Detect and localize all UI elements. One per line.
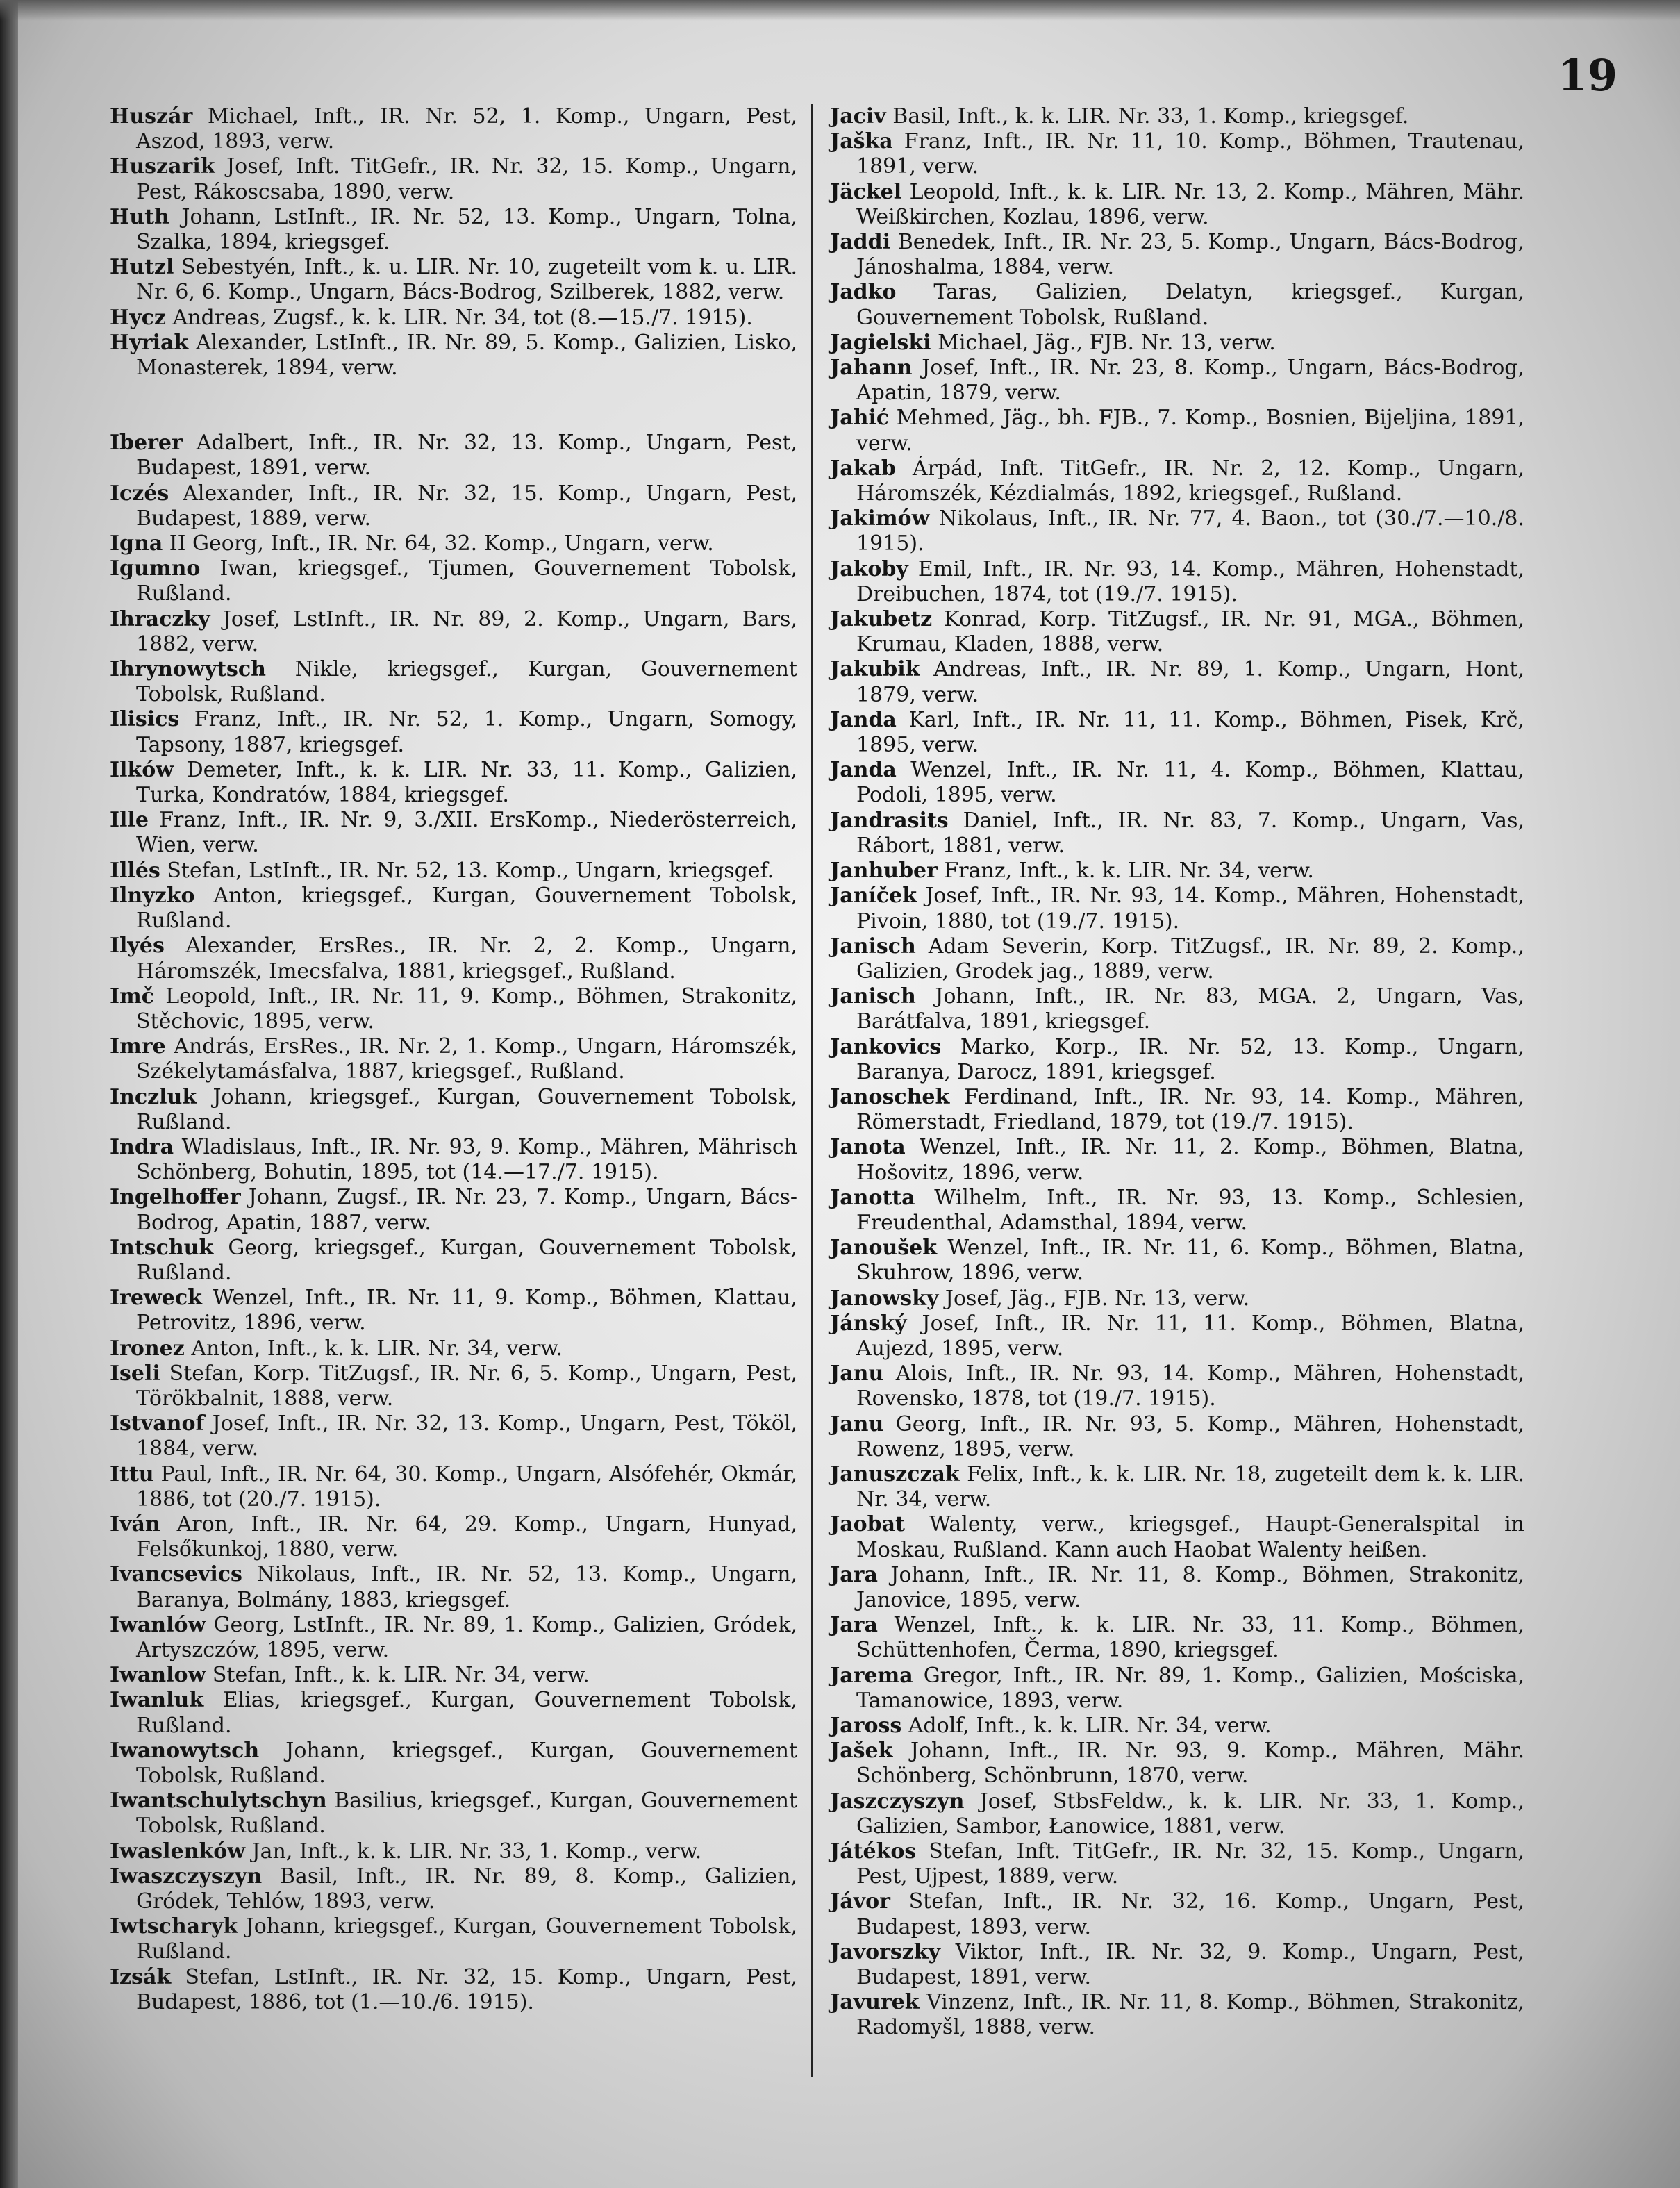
entry-surname: Janíček <box>830 884 917 909</box>
register-entry <box>110 607 797 657</box>
entry-surname: Jaciv <box>830 104 886 129</box>
entry-details: Nikolaus, Inft., IR. Nr. 52, 13. Komp., Ungarn, Baranya, Bolmány, 1883, kriegsgef. <box>136 1562 797 1612</box>
entry-surname: Jakubetz <box>830 607 933 632</box>
entry-details: Andreas, Zugsf., k. k. LIR. Nr. 34, tot (8.—15./7. 1915). <box>166 305 753 330</box>
register-entry <box>110 1085 797 1135</box>
entry-surname: Iwanlów <box>110 1612 206 1637</box>
register-entry <box>110 1739 797 1789</box>
page-number: 19 <box>1557 50 1617 101</box>
register-entry <box>110 1663 797 1688</box>
entry-surname: Ireweck <box>110 1286 202 1311</box>
register-entry <box>110 657 797 707</box>
entry-surname: Jávor <box>830 1889 890 1914</box>
entry-surname: Igumno <box>110 556 201 581</box>
register-entry <box>110 556 797 606</box>
entry-surname: Jankovics <box>830 1034 942 1059</box>
entry-surname: Imč <box>110 984 155 1009</box>
entry-details: Viktor, Inft., IR. Nr. 32, 9. Komp., Ungarn, Pest, Budapest, 1891, verw. <box>856 1939 1524 1990</box>
entry-details: Aron, Inft., IR. Nr. 64, 29. Komp., Ungarn, Hunyad, Felsőkunkoj, 1880, verw. <box>136 1511 797 1562</box>
entry-surname: Jahić <box>830 406 890 431</box>
register-entry <box>110 1789 797 1839</box>
scan-top-shadow <box>0 0 1680 21</box>
entry-details: Wenzel, Inft., k. k. LIR. Nr. 33, 11. Komp., Böhmen, Schüttenhofen, Čerma, 1890, kriegsgef. <box>856 1613 1524 1663</box>
entry-details: Josef, StbsFeldw., k. k. LIR. Nr. 33, 1. Komp., Galizien, Sambor, Łanowice, 1881, verw. <box>856 1789 1524 1839</box>
entry-surname: Jäckel <box>830 179 902 204</box>
register-entry <box>830 1311 1524 1361</box>
entry-surname: Jara <box>830 1613 878 1638</box>
register-entry <box>110 255 797 305</box>
register-entry <box>110 1688 797 1738</box>
entry-surname: Igna <box>110 531 163 556</box>
entry-details: Michael, Inft., IR. Nr. 52, 1. Komp., Ungarn, Pest, Aszod, 1893, verw. <box>136 104 797 154</box>
entry-surname: Ironez <box>110 1336 185 1361</box>
entry-details: Georg, Inft., IR. Nr. 93, 5. Komp., Mähren, Hohenstadt, Rowenz, 1895, verw. <box>856 1411 1524 1461</box>
entry-surname: Jaobat <box>830 1512 905 1537</box>
entry-details: Adalbert, Inft., IR. Nr. 32, 13. Komp., Ungarn, Pest, Budapest, 1891, verw. <box>136 431 797 481</box>
entry-details: Andreas, Inft., IR. Nr. 89, 1. Komp., Ungarn, Hont, 1879, verw. <box>856 657 1524 707</box>
entry-surname: Intschuk <box>110 1235 214 1260</box>
register-entry <box>830 1714 1524 1739</box>
register-entry <box>110 1562 797 1612</box>
entry-details: Josef, Inft., IR. Nr. 32, 13. Komp., Ungarn, Pest, Tököl, 1884, verw. <box>136 1411 797 1461</box>
entry-surname: Jánský <box>830 1311 907 1336</box>
entry-surname: Janu <box>830 1411 884 1436</box>
entry-surname: Iberer <box>110 431 183 456</box>
entry-details: Wenzel, Inft., IR. Nr. 11, 2. Komp., Böhmen, Blatna, Hošovitz, 1896, verw. <box>856 1135 1524 1185</box>
register-entry <box>830 1839 1524 1889</box>
register-entry <box>830 1563 1524 1613</box>
entry-surname: Janoušek <box>830 1236 938 1261</box>
entry-details: Stefan, Inft., k. k. LIR. Nr. 34, verw. <box>206 1663 590 1688</box>
entry-surname: Hutzl <box>110 255 174 280</box>
register-entry <box>110 1914 797 1964</box>
register-entry <box>110 1512 797 1562</box>
entry-details: Stefan, LstInft., IR. Nr. 52, 13. Komp., Ungarn, kriegsgef. <box>160 858 774 883</box>
entry-details: Franz, Inft., IR. Nr. 11, 10. Komp., Böhmen, Trautenau, 1891, verw. <box>856 129 1524 179</box>
entry-surname: Janda <box>830 707 897 732</box>
entry-details: Alexander, LstInft., IR. Nr. 89, 5. Komp., Galizien, Lisko, Monasterek, 1894, verw. <box>136 330 797 381</box>
entry-details: Walenty, verw., kriegsgef., Haupt-Generalspital in Moskau, Rußland. Kann auch Haobat Walenty heißen. <box>856 1512 1524 1562</box>
entry-details: Karl, Inft., IR. Nr. 11, 11. Komp., Böhmen, Pisek, Krč, 1895, verw. <box>856 707 1524 758</box>
entry-details: Demeter, Inft., k. k. LIR. Nr. 33, 11. Komp., Galizien, Turka, Kondratów, 1884, kriegsgef. <box>136 757 797 808</box>
register-entry <box>830 1085 1524 1135</box>
register-entry <box>830 1135 1524 1185</box>
entry-surname: Janhuber <box>830 859 938 884</box>
entry-surname: Jara <box>830 1562 878 1587</box>
entry-surname: Iwantschulytschyn <box>110 1789 327 1814</box>
register-entry <box>110 1864 797 1914</box>
entry-details: Adolf, Inft., k. k. LIR. Nr. 34, verw. <box>901 1714 1272 1738</box>
register-entry <box>830 1613 1524 1663</box>
entry-surname: Játékos <box>830 1839 917 1864</box>
register-entry <box>830 230 1524 280</box>
register-entry <box>110 431 797 481</box>
entry-details: Wenzel, Inft., IR. Nr. 11, 9. Komp., Böhmen, Klattau, Petrovitz, 1896, verw. <box>136 1286 797 1336</box>
left-column <box>110 104 797 2015</box>
entry-details: Johann, Inft., IR. Nr. 93, 9. Komp., Mähren, Mähr. Schönberg, Schönbrunn, 1870, verw. <box>856 1739 1524 1789</box>
entry-surname: Ittu <box>110 1461 154 1486</box>
entry-details: Johann, LstInft., IR. Nr. 52, 13. Komp., Ungarn, Tolna, Szalka, 1894, kriegsgef. <box>136 204 797 255</box>
entry-details: Alexander, ErsRes., IR. Nr. 2, 2. Komp., Ungarn, Háromszék, Imecsfalva, 1881, kriegsgef., Rußland. <box>136 934 797 984</box>
register-entry <box>830 331 1524 356</box>
entry-details: Franz, Inft., k. k. LIR. Nr. 34, verw. <box>937 859 1314 884</box>
entry-surname: Jagielski <box>830 330 931 355</box>
entry-surname: Jarema <box>830 1663 913 1688</box>
entry-surname: Jakoby <box>830 556 908 581</box>
entry-surname: Huth <box>110 204 169 229</box>
entry-details: Emil, Inft., IR. Nr. 93, 14. Komp., Mähren, Hohenstadt, Dreibuchen, 1874, tot (19./7. 1915). <box>856 556 1524 606</box>
register-entry <box>830 557 1524 607</box>
entry-details: Iwan, kriegsgef., Tjumen, Gouvernement Tobolsk, Rußland. <box>136 556 797 606</box>
register-entry <box>830 1462 1524 1512</box>
register-entry <box>110 1361 797 1411</box>
register-entry <box>110 1185 797 1235</box>
entry-details: Marko, Korp., IR. Nr. 52, 13. Komp., Ungarn, Baranya, Darocz, 1891, kriegsgef. <box>856 1034 1524 1084</box>
entry-details: Alexander, Inft., IR. Nr. 32, 15. Komp., Ungarn, Pest, Budapest, 1889, verw. <box>136 481 797 531</box>
entry-surname: Jaddi <box>830 230 890 255</box>
register-entry <box>110 1839 797 1864</box>
register-entry <box>830 1889 1524 1939</box>
entry-surname: Janotta <box>830 1185 915 1210</box>
entry-details: Josef, LstInft., IR. Nr. 89, 2. Komp., Ungarn, Bars, 1882, verw. <box>136 606 797 656</box>
register-entry <box>830 859 1524 884</box>
entry-surname: Iwanluk <box>110 1688 204 1713</box>
entry-details: Josef, Inft., IR. Nr. 93, 14. Komp., Mähren, Hohenstadt, Pivoin, 1880, tot (19./7. 1915). <box>856 884 1524 934</box>
entry-surname: Iczés <box>110 481 169 506</box>
register-entry <box>830 1664 1524 1714</box>
entry-details: Wenzel, Inft., IR. Nr. 11, 4. Komp., Böhmen, Klattau, Podoli, 1895, verw. <box>856 758 1524 808</box>
entry-details: Leopold, Inft., IR. Nr. 11, 9. Komp., Böhmen, Strakonitz, Stěchovic, 1895, verw. <box>136 984 797 1034</box>
register-entry <box>110 1034 797 1084</box>
entry-details: Taras, Galizien, Delatyn, kriegsgef., Kurgan, Gouvernement Tobolsk, Rußland. <box>856 280 1524 330</box>
entry-surname: Janota <box>830 1135 906 1160</box>
register-entry <box>110 1236 797 1286</box>
register-entry <box>110 934 797 984</box>
entry-details: Alois, Inft., IR. Nr. 93, 14. Komp., Mähren, Hohenstadt, Rovensko, 1878, tot (19./7. 1915). <box>856 1361 1524 1411</box>
entry-surname: Iwanlow <box>110 1663 206 1688</box>
entry-details: Georg, LstInft., IR. Nr. 89, 1. Komp., Galizien, Gródek, Artyszczów, 1895, verw. <box>136 1612 797 1662</box>
register-entry <box>830 104 1524 129</box>
entry-details: Georg, kriegsgef., Kurgan, Gouvernement Tobolsk, Rußland. <box>136 1235 797 1285</box>
entry-details: Wilhelm, Inft., IR. Nr. 93, 13. Komp., Schlesien, Freudenthal, Adamsthal, 1894, verw. <box>856 1185 1524 1235</box>
register-entry <box>830 1940 1524 1990</box>
entry-details: Stefan, LstInft., IR. Nr. 32, 15. Komp., Ungarn, Pest, Budapest, 1886, tot (1.—10./6. 1915). <box>136 1964 797 2014</box>
entry-details: Johann, kriegsgef., Kurgan, Gouvernement Tobolsk, Rußland. <box>136 1738 797 1788</box>
entry-details: Stefan, Inft. TitGefr., IR. Nr. 32, 15. Komp., Ungarn, Pest, Ujpest, 1889, verw. <box>856 1839 1524 1889</box>
register-entry <box>110 104 797 154</box>
register-entry <box>110 808 797 858</box>
register-entry <box>830 406 1524 456</box>
entry-details: Nikle, kriegsgef., Kurgan, Gouvernement Tobolsk, Rußland. <box>136 657 797 707</box>
register-entry <box>110 758 797 808</box>
entry-details: Basilius, kriegsgef., Kurgan, Gouvernement Tobolsk, Rußland. <box>136 1789 797 1839</box>
register-entry <box>830 758 1524 808</box>
entry-surname: Jakimów <box>830 506 930 531</box>
register-entry <box>110 306 797 331</box>
entry-details: Mehmed, Jäg., bh. FJB., 7. Komp., Bosnien, Bijeljina, 1891, verw. <box>856 406 1524 456</box>
entry-details: Jan, Inft., k. k. LIR. Nr. 33, 1. Komp., verw. <box>245 1839 702 1864</box>
entry-surname: Ilnyzko <box>110 883 195 908</box>
entry-surname: Ilków <box>110 757 174 782</box>
entry-details: Franz, Inft., IR. Nr. 9, 3./XII. ErsKomp., Niederösterreich, Wien, verw. <box>136 808 797 858</box>
register-entry <box>830 356 1524 406</box>
right-column <box>830 104 1524 2041</box>
register-entry <box>830 1286 1524 1311</box>
entry-surname: Izsák <box>110 1964 172 1989</box>
register-entry <box>830 1412 1524 1462</box>
entry-details: Franz, Inft., IR. Nr. 52, 1. Komp., Ungarn, Somogy, Tapsony, 1887, kriegsgef. <box>136 707 797 757</box>
entry-details: András, ErsRes., IR. Nr. 2, 1. Komp., Ungarn, Háromszék, Székelytamásfalva, 1887, kriegsgef., Rußland. <box>136 1034 797 1084</box>
register-entry <box>110 1411 797 1461</box>
entry-surname: Janisch <box>830 934 916 959</box>
entry-details: Leopold, Inft., k. k. LIR. Nr. 13, 2. Komp., Mähren, Mähr. Weißkirchen, Kozlau, 1896, verw. <box>856 179 1524 229</box>
register-entry <box>830 984 1524 1034</box>
entry-surname: Huszarik <box>110 154 215 179</box>
entry-surname: Iván <box>110 1511 160 1536</box>
entry-details: Ferdinand, Inft., IR. Nr. 93, 14. Komp., Mähren, Römerstadt, Friedland, 1879, tot (19./7. 1915). <box>856 1084 1524 1135</box>
register-entry <box>830 280 1524 330</box>
entry-details: Paul, Inft., IR. Nr. 64, 30. Komp., Ungarn, Alsófehér, Okmár, 1886, tot (20./7. 1915). <box>136 1461 797 1511</box>
entry-details: Daniel, Inft., IR. Nr. 83, 7. Komp., Ungarn, Vas, Rábort, 1881, verw. <box>856 808 1524 858</box>
register-entry <box>110 205 797 255</box>
register-entry <box>830 809 1524 859</box>
entry-surname: Jaška <box>830 129 893 154</box>
entry-surname: Hyriak <box>110 330 189 355</box>
entry-surname: Jadko <box>830 280 897 305</box>
entry-details: Stefan, Inft., IR. Nr. 32, 16. Komp., Ungarn, Pest, Budapest, 1893, verw. <box>856 1889 1524 1939</box>
entry-surname: Iwaszczyszyn <box>110 1864 263 1889</box>
entry-details: Stefan, Korp. TitZugsf., IR. Nr. 6, 5. Komp., Ungarn, Pest, Törökbalnit, 1888, verw. <box>136 1361 797 1411</box>
register-entry <box>830 1789 1524 1839</box>
entry-surname: Ilyés <box>110 934 165 959</box>
register-entry <box>110 884 797 934</box>
register-entry <box>830 607 1524 657</box>
entry-surname: Istvanof <box>110 1411 205 1436</box>
entry-surname: Iwaslenków <box>110 1839 246 1864</box>
register-entry <box>110 1965 797 2015</box>
entry-details: Johann, kriegsgef., Kurgan, Gouvernement Tobolsk, Rußland. <box>136 1084 797 1134</box>
entry-surname: Janoschek <box>830 1084 950 1109</box>
entry-surname: Javurek <box>830 1990 920 2015</box>
register-entry <box>110 331 797 381</box>
entry-surname: Ingelhoffer <box>110 1185 241 1210</box>
register-entry <box>110 1613 797 1663</box>
register-entry <box>110 1336 797 1361</box>
entry-details: Vinzenz, Inft., IR. Nr. 11, 8. Komp., Böhmen, Strakonitz, Radomyšl, 1888, verw. <box>856 1990 1524 2040</box>
register-entry <box>830 1035 1524 1085</box>
register-entry <box>830 657 1524 707</box>
entry-details: Johann, Inft., IR. Nr. 11, 8. Komp., Böhmen, Strakonitz, Janovice, 1895, verw. <box>856 1562 1524 1612</box>
entry-surname: Indra <box>110 1134 174 1159</box>
register-entry <box>830 180 1524 230</box>
register-entry <box>830 456 1524 506</box>
entry-surname: Jašek <box>830 1739 893 1764</box>
entry-details: Adam Severin, Korp. TitZugsf., IR. Nr. 89, 2. Komp., Galizien, Grodek jag., 1889, verw. <box>856 934 1524 984</box>
register-entry <box>110 1462 797 1512</box>
entry-surname: Janu <box>830 1361 884 1386</box>
entry-details: Johann, kriegsgef., Kurgan, Gouvernement Tobolsk, Rußland. <box>136 1914 797 1964</box>
register-entry <box>110 984 797 1034</box>
entry-surname: Januszczak <box>830 1461 960 1486</box>
entry-details: Anton, kriegsgef., Kurgan, Gouvernement Tobolsk, Rußland. <box>136 883 797 934</box>
register-entry <box>830 934 1524 984</box>
register-entry <box>110 859 797 884</box>
register-entry <box>830 1186 1524 1236</box>
entry-details: Johann, Zugsf., IR. Nr. 23, 7. Komp., Ungarn, Bács-Bodrog, Apatin, 1887, verw. <box>136 1185 797 1235</box>
entry-details: Wladislaus, Inft., IR. Nr. 93, 9. Komp., Mähren, Mährisch Schönberg, Bohutin, 1895, tot (14.—17./7. 1915). <box>136 1134 797 1185</box>
entry-surname: Inczluk <box>110 1084 197 1109</box>
register-entry <box>830 1990 1524 2040</box>
entry-details: Wenzel, Inft., IR. Nr. 11, 6. Komp., Böhmen, Blatna, Skuhrow, 1896, verw. <box>856 1236 1524 1286</box>
register-entry <box>830 506 1524 556</box>
entry-surname: Jaross <box>830 1714 902 1738</box>
entry-surname: Iseli <box>110 1361 160 1386</box>
entry-details: Josef, Inft., IR. Nr. 11, 11. Komp., Böhmen, Blatna, Aujezd, 1895, verw. <box>856 1311 1524 1361</box>
entry-surname: Illés <box>110 858 160 883</box>
register-entry <box>110 1286 797 1336</box>
register-entry <box>110 707 797 757</box>
entry-surname: Iwtscharyk <box>110 1914 238 1939</box>
entry-details: Michael, Jäg., FJB. Nr. 13, verw. <box>931 330 1276 355</box>
entry-details: II Georg, Inft., IR. Nr. 64, 32. Komp., Ungarn, verw. <box>163 531 714 556</box>
entry-surname: Hycz <box>110 305 167 330</box>
column-divider <box>811 104 813 2077</box>
entry-surname: Ille <box>110 808 149 833</box>
entry-surname: Janowsky <box>830 1286 939 1311</box>
register-entry <box>830 1361 1524 1411</box>
entry-surname: Jakab <box>830 456 896 481</box>
entry-surname: Jandrasits <box>830 808 949 833</box>
entry-surname: Janisch <box>830 984 916 1009</box>
entry-details: Konrad, Korp. TitZugsf., IR. Nr. 91, MGA., Böhmen, Krumau, Kladen, 1888, verw. <box>856 607 1524 657</box>
entry-details: Anton, Inft., k. k. LIR. Nr. 34, verw. <box>184 1336 563 1361</box>
register-entry <box>110 1135 797 1185</box>
entry-surname: Imre <box>110 1034 166 1059</box>
entry-details: Felix, Inft., k. k. LIR. Nr. 18, zugeteilt dem k. k. LIR. Nr. 34, verw. <box>856 1461 1524 1512</box>
register-entry <box>830 708 1524 758</box>
entry-surname: Iwanowytsch <box>110 1738 260 1763</box>
entry-surname: Javorszky <box>830 1939 941 1964</box>
register-entry <box>830 1236 1524 1286</box>
register-entry <box>830 884 1524 934</box>
entry-details: Josef, Inft. TitGefr., IR. Nr. 32, 15. Komp., Ungarn, Pest, Rákoscsaba, 1890, verw. <box>136 154 797 204</box>
entry-surname: Huszár <box>110 104 193 129</box>
entry-details: Gregor, Inft., IR. Nr. 89, 1. Komp., Galizien, Mościska, Tamanowice, 1893, verw. <box>856 1663 1524 1713</box>
entry-details: Sebestyén, Inft., k. u. LIR. Nr. 10, zugeteilt vom k. u. LIR. Nr. 6, 6. Komp., Ungarn, Bács-Bodrog, Szilberek, 1882, verw. <box>136 255 797 305</box>
entry-details: Elias, kriegsgef., Kurgan, Gouvernement Tobolsk, Rußland. <box>136 1688 797 1738</box>
entry-surname: Ivancsevics <box>110 1562 242 1587</box>
register-entry <box>110 481 797 531</box>
entry-details: Josef, Inft., IR. Nr. 23, 8. Komp., Ungarn, Bács-Bodrog, Apatin, 1879, verw. <box>856 356 1524 406</box>
register-entry <box>830 1512 1524 1562</box>
entry-surname: Jaszczyszyn <box>830 1789 965 1814</box>
entry-surname: Jakubik <box>830 657 920 682</box>
entry-details: Basil, Inft., k. k. LIR. Nr. 33, 1. Komp., kriegsgef. <box>885 104 1409 129</box>
entry-details: Basil, Inft., IR. Nr. 89, 8. Komp., Galizien, Gródek, Tehlów, 1893, verw. <box>136 1864 797 1914</box>
register-entry <box>110 531 797 556</box>
entry-surname: Janda <box>830 758 897 783</box>
entry-details: Johann, Inft., IR. Nr. 83, MGA. 2, Ungarn, Vas, Barátfalva, 1891, kriegsgef. <box>856 984 1524 1034</box>
entry-surname: Jahann <box>830 356 913 381</box>
entry-details: Árpád, Inft. TitGefr., IR. Nr. 2, 12. Komp., Ungarn, Háromszék, Kézdialmás, 1892, kriegsgef., Rußland. <box>856 456 1524 506</box>
register-entry <box>110 154 797 204</box>
entry-details: Benedek, Inft., IR. Nr. 23, 5. Komp., Ungarn, Bács-Bodrog, Jánoshalma, 1884, verw. <box>856 230 1524 280</box>
register-entry <box>830 1739 1524 1789</box>
scan-edge-shadow <box>0 0 18 2188</box>
entry-details: Nikolaus, Inft., IR. Nr. 77, 4. Baon., tot (30./7.—10./8. 1915). <box>856 506 1524 556</box>
entry-details: Josef, Jäg., FJB. Nr. 13, verw. <box>938 1286 1250 1311</box>
entry-surname: Ihrynowytsch <box>110 657 266 682</box>
entry-surname: Ilisics <box>110 707 180 732</box>
register-entry <box>830 129 1524 179</box>
entry-surname: Ihraczky <box>110 606 210 631</box>
